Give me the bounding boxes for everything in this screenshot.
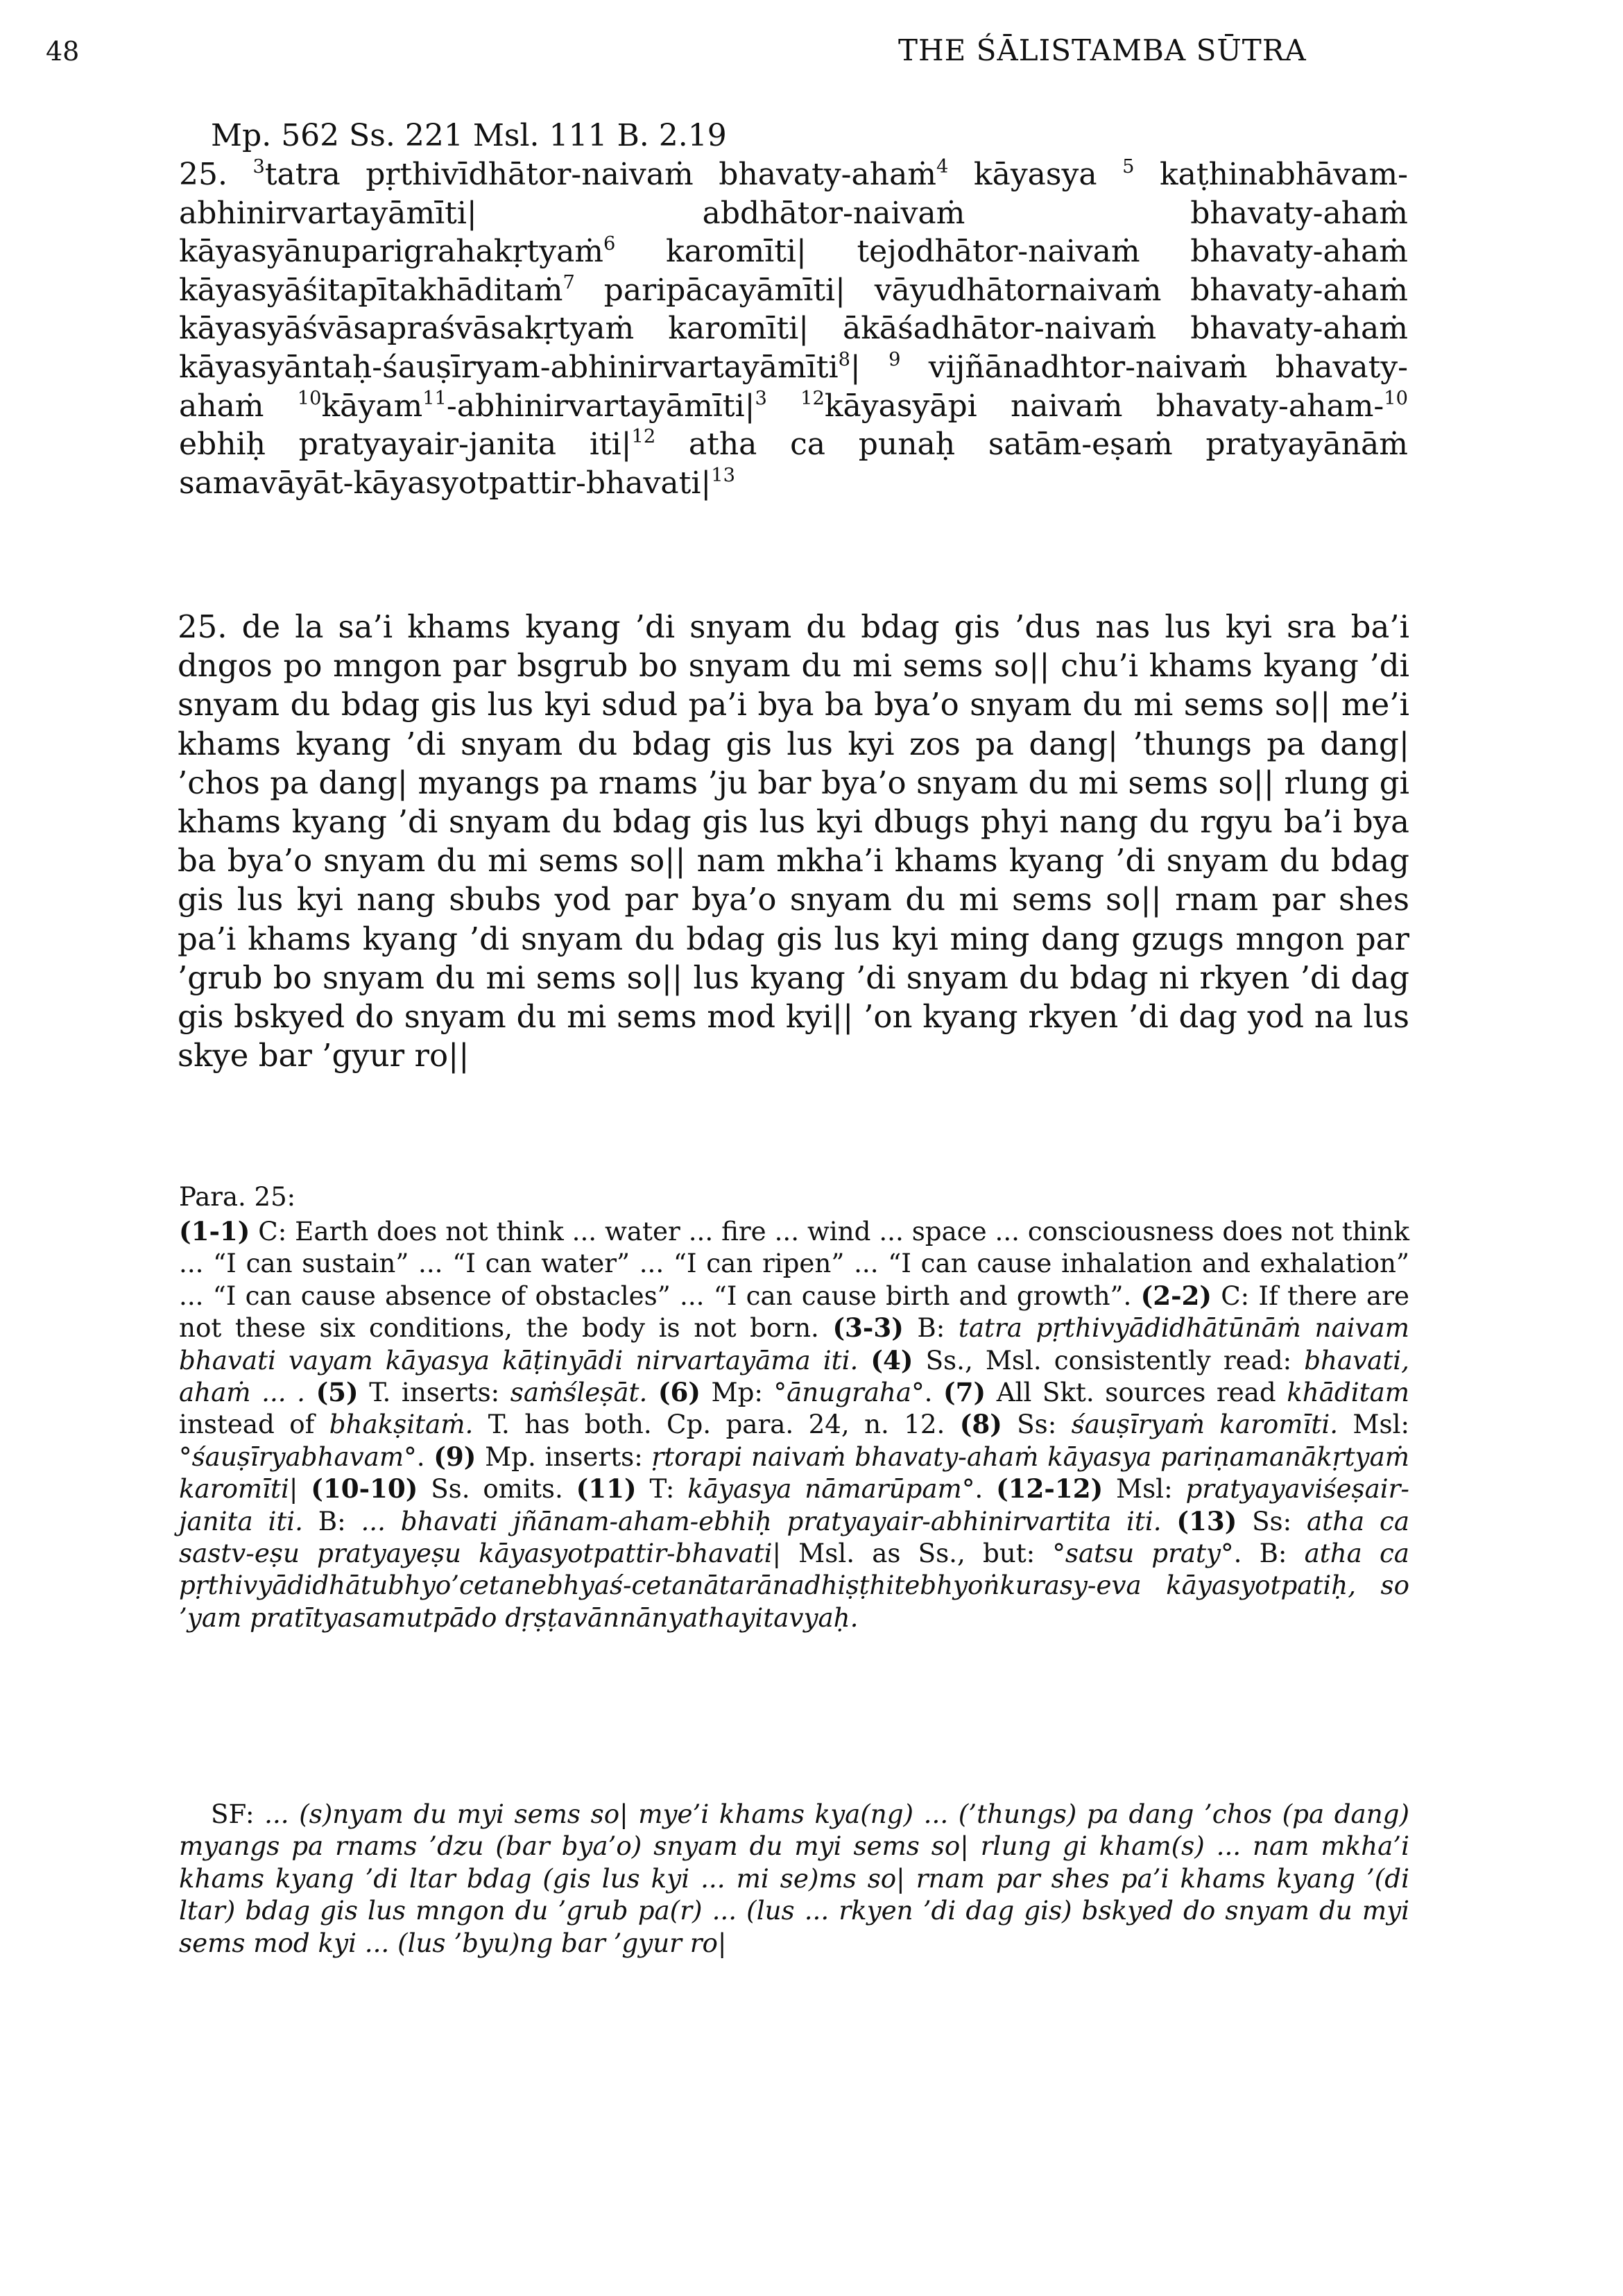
note-run: instead of xyxy=(179,1409,329,1440)
footnote-marker: 7 xyxy=(563,271,575,293)
note-marker: (12-12) xyxy=(996,1473,1104,1505)
sanskrit-run: kāyam xyxy=(321,388,423,424)
note-run: C: If there are not these six conditions, the body is not born. xyxy=(179,1280,1409,1344)
note-run: Ss: xyxy=(1002,1409,1072,1440)
note-run: °. xyxy=(961,1473,997,1505)
note-run: Msl. as Ss., but: ° xyxy=(781,1538,1065,1569)
note-run: Ss., Msl. consistently read: xyxy=(913,1344,1305,1376)
note-run: T. inserts: xyxy=(358,1377,510,1408)
running-title: THE ŚĀLISTAMBA SŪTRA xyxy=(898,33,1307,67)
footnote-marker: 9 xyxy=(888,349,901,371)
note-quotation: pratyayaviśeṣair-janita iti. xyxy=(179,1473,1409,1536)
notes-text xyxy=(179,1215,1409,1634)
footnote-marker: 4 xyxy=(936,156,949,178)
note-quotation: tatra pṛthivyādidhātūnāṁ naivam bhavati vayam kāyasya kāṭinyādi nirvartayāma iti. xyxy=(179,1312,1409,1376)
footnote-marker: 12 xyxy=(800,387,825,409)
note-quotation: śauṣīryabhavam xyxy=(191,1441,404,1472)
note-quotation: ānugraha xyxy=(787,1377,912,1408)
note-run: T: xyxy=(636,1473,688,1505)
sanskrit-run: | xyxy=(850,349,889,385)
note-marker: (13) xyxy=(1176,1505,1237,1536)
sanskrit-sources-line: Mp. 562 Ss. 221 Msl. 111 B. 2.19 xyxy=(211,118,727,153)
note-run: Mp. inserts: xyxy=(476,1441,652,1472)
tibetan-paragraph: 25. de la sa’i khams kyang ’di snyam du bdag gis ’dus nas lus kyi sra ba’i dngos po mngon par bsgrub bo snyam du mi sems so|| chu’i khams kyang ’di snyam du bdag gis lus kyi sdud pa’i bya ba bya’o snyam du mi sems so|| me’i khams kyang ’di snyam du bdag gis lus kyi zos pa dang| ’thungs pa dang| ’chos pa dang| myangs pa rnams ’ju bar bya’o snyam du mi sems so|| rlung gi khams kyang ’di snyam du bdag gis lus kyi dbugs phyi nang du rgyu ba’i bya ba bya’o snyam du mi sems so|| nam mkha’i khams kyang ’di snyam du bdag gis lus kyi nang sbubs yod par bya’o snyam du mi sems so|| rnam par shes pa’i khams kyang ’di snyam du bdag gis lus kyi ming dang gzugs mngon par ’grub bo snyam du mi sems so|| lus kyang ’di snyam du bdag ni rkyen ’di dag gis bskyed do snyam du mi sems mod kyi|| ’on kyang rkyen ’di dag yod na lus skye bar ’gyur ro|| xyxy=(178,608,1409,1074)
sanskrit-run: kāyasyāpi naivaṁ bhavaty-aham- xyxy=(824,388,1384,424)
note-quotation: khāditam xyxy=(1287,1377,1409,1408)
note-run xyxy=(858,1345,870,1376)
note-run: Msl: ° xyxy=(179,1409,1410,1472)
note-quotation: bhakṣitaṁ. xyxy=(329,1409,474,1440)
note-run: Mp: ° xyxy=(700,1377,787,1408)
footnote-marker: 8 xyxy=(838,349,850,371)
notes-heading: Para. 25: xyxy=(179,1182,296,1212)
sanskrit-run: vijñānadhtor-naivaṁ bhavaty-ahaṁ xyxy=(179,349,1409,424)
sanskrit-run: kaṭhinabhāvam-abhinirvartayāmīti| abdhātor-naivaṁ bhavaty-ahaṁ kāyasyānuparigrahakṛtyaṁ xyxy=(179,157,1408,270)
footnote-marker: 11 xyxy=(422,387,447,409)
sanskrit-run: paripācayāmīti| vāyudhātornaivaṁ bhavaty-ahaṁ kāyasyāśvāsapraśvāsakṛtyaṁ karomīti| ākāśadhātor-naivaṁ bhavaty-ahaṁ kāyasyāntaḥ-śauṣīryam-abhinirvartayāmīti xyxy=(179,272,1408,385)
sf-label: SF: xyxy=(211,1799,255,1829)
sf-note xyxy=(179,1798,1409,1959)
sanskrit-run: atha ca punaḥ satām-eṣaṁ pratyayānāṁ samavāyāt-kāyasyotpattir-bhavati| xyxy=(179,427,1408,501)
sanskrit-run: tatra pṛthivīdhātor-naivaṁ bhavaty-ahaṁ xyxy=(264,157,937,192)
note-quotation: śauṣīryaṁ karomīti. xyxy=(1071,1409,1339,1440)
footnote-marker: 12 xyxy=(631,426,656,448)
note-quotation: ... bhavati jñānam-aham-ebhiḥ pratyayair-abhinirvartita iti. xyxy=(361,1505,1162,1536)
note-run: °. B: xyxy=(1221,1538,1305,1569)
sanskrit-paragraph xyxy=(179,155,1408,502)
note-run: B: xyxy=(303,1505,361,1536)
note-marker: (9) xyxy=(433,1441,476,1472)
sf-text: ... (s)nyam du myi sems so| mye’i khams kya(ng) ... (’thungs) pa dang ’chos (pa dang) myangs pa rnams ’dzu (bar bya’o) snyam du myi sems so| rlung gi kham(s) ... nam mkha’i khams kyang ’di ltar bdag (gis lus kyi ... mi se)ms so| rnam par shes pa’i khams kyang ’(di ltar) bdag gis lus mngon du ’grub pa(r) ... (lus ... rkyen ’di dag gis) bskyed do snyam du myi sems mod kyi ... (lus ’byu)ng bar ’gyur ro| xyxy=(179,1799,1409,1958)
note-run: C: Earth does not think ... water ... fire ... wind ... space ... consciousness does not think ... “I can sustain” ... “I can water” ... “I can ripen” ... “I can cause inhalation and exhalation” ... “I can cause absence of obstacles” ... “I can cause birth and growth”. xyxy=(179,1216,1409,1311)
note-run: All Skt. sources read xyxy=(986,1377,1287,1408)
note-run: B: xyxy=(903,1312,959,1344)
note-run xyxy=(647,1377,658,1407)
sanskrit-text xyxy=(179,157,1408,501)
note-marker: (11) xyxy=(576,1473,637,1505)
sanskrit-run: ebhiḥ pratyayair-janita iti| xyxy=(179,427,632,463)
note-run xyxy=(298,1473,311,1504)
note-quotation: satsu praty xyxy=(1065,1538,1221,1569)
footnote-marker: 6 xyxy=(603,233,616,255)
note-run: °. xyxy=(911,1377,944,1408)
note-run: Msl: xyxy=(1103,1473,1186,1505)
note-marker: (1-1) xyxy=(179,1216,250,1246)
note-quotation: atha ca sastv-eṣu pratyayeṣu kāyasyotpattir-bhavati| xyxy=(179,1505,1409,1569)
note-run: °. xyxy=(404,1441,434,1472)
sanskrit-run xyxy=(767,388,800,424)
sanskrit-para-number: 25. xyxy=(179,157,227,192)
sanskrit-run: -abhinirvartayāmīti| xyxy=(446,388,755,424)
sanskrit-run: karomīti| tejodhātor-naivaṁ bhavaty-ahaṁ kāyasyāśitapītakhāditaṁ xyxy=(179,234,1408,308)
footnote-marker: 13 xyxy=(711,464,735,486)
footnote-marker: 3 xyxy=(755,387,767,409)
note-run: Ss: xyxy=(1237,1505,1307,1536)
note-marker: (8) xyxy=(959,1409,1002,1440)
note-marker: (7) xyxy=(943,1377,986,1408)
sanskrit-run: kāyasya xyxy=(948,157,1123,192)
note-run xyxy=(305,1377,316,1407)
note-quotation: saṁśleṣāt. xyxy=(510,1377,648,1408)
footnote-marker: 5 xyxy=(1122,156,1135,178)
note-run xyxy=(1162,1506,1177,1536)
footnote-marker: 3 xyxy=(252,156,265,178)
note-marker: (5) xyxy=(316,1377,359,1408)
note-quotation: kāyasya nāmarūpam xyxy=(687,1473,962,1505)
note-quotation: bhavati, ahaṁ ... . xyxy=(179,1344,1409,1408)
page-number: 48 xyxy=(46,36,80,67)
footnote-marker: 10 xyxy=(1384,387,1408,409)
footnote-marker: 10 xyxy=(297,387,322,409)
note-marker: (6) xyxy=(658,1377,701,1408)
note-run: T. has both. Cp. para. 24, n. 12. xyxy=(473,1409,960,1440)
note-quotation: ṛtorapi naivaṁ bhavaty-ahaṁ kāyasya pariṇamanākṛtyaṁ karomīti| xyxy=(179,1441,1409,1505)
note-marker: (10-10) xyxy=(311,1473,418,1505)
note-marker: (3-3) xyxy=(832,1312,904,1344)
note-marker: (4) xyxy=(870,1344,913,1376)
note-marker: (2-2) xyxy=(1140,1280,1212,1311)
note-run: Ss. omits. xyxy=(418,1473,576,1505)
note-quotation: atha ca pṛthivyādidhātubhyo’cetanebhyaś-cetanātarānadhiṣṭhitebhyoṅkurasy-eva kāyasyotpatiḥ, so ’yam pratītyasamutpādo dṛṣṭavānnānyathayitavyaḥ. xyxy=(179,1538,1409,1633)
